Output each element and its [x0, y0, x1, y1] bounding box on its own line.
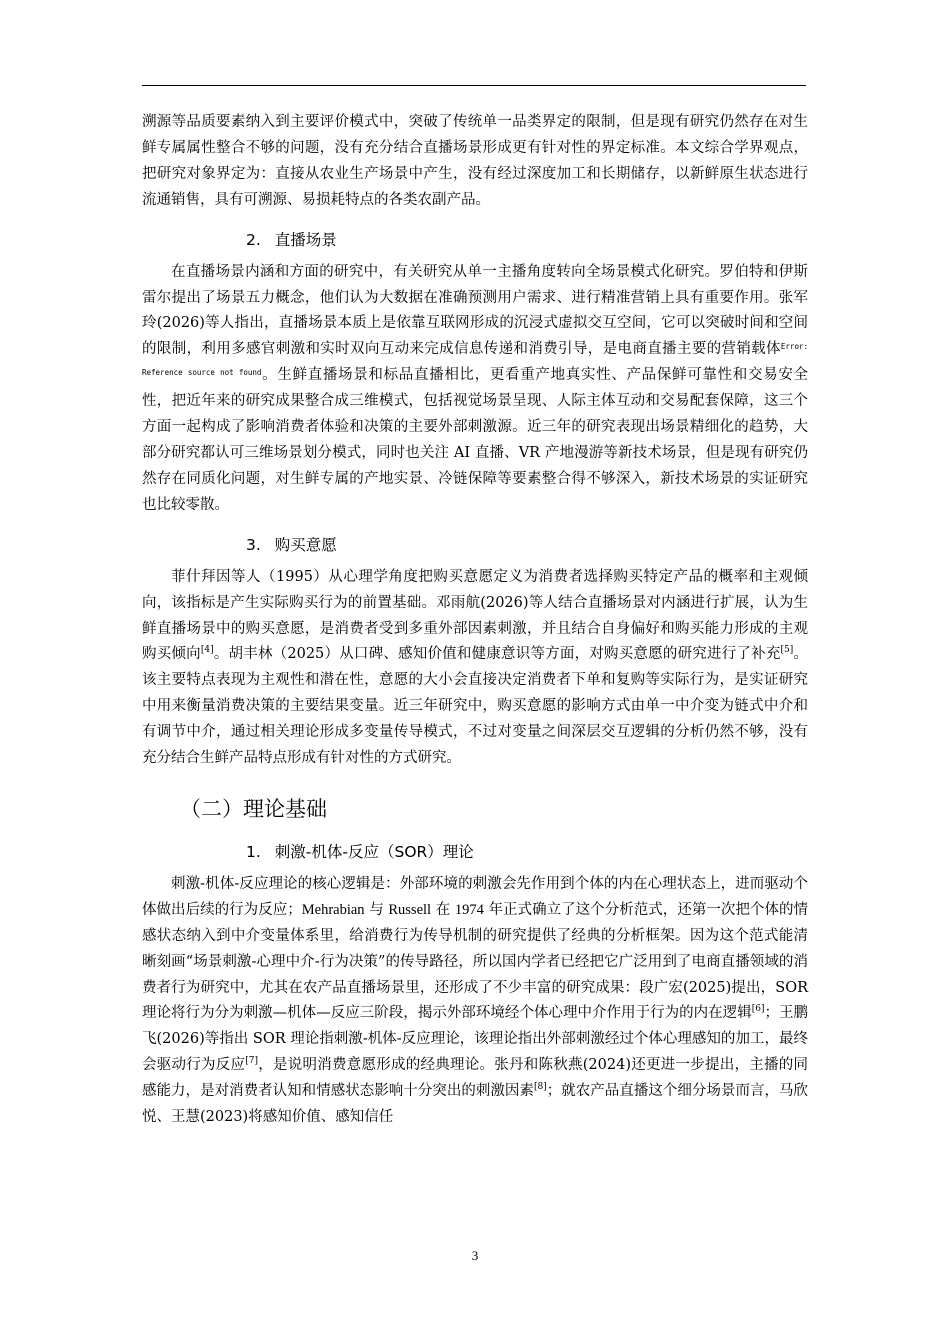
author-name: Russell [388, 901, 432, 918]
heading-number: 2. [246, 230, 261, 249]
header-rule [142, 85, 806, 86]
heading-title: 直播场景 [274, 230, 337, 249]
citation: [5] [780, 645, 794, 656]
reference-error: Error: Reference source not found [142, 342, 808, 378]
heading-purchase-intention [142, 533, 808, 557]
citation: [7] [245, 1056, 259, 1067]
heading-number: 1. [246, 842, 261, 861]
heading-title: 购买意愿 [274, 535, 337, 554]
heading-sor-theory [142, 840, 808, 864]
author-name: Mehrabian [301, 901, 365, 918]
paragraph-purchase-intention: 菲什拜因等人（1995）从心理学角度把购买意愿定义为消费者选择购买特定产品的概率和主观倾向，该指标是产生实际购买行为的前置基础。邓雨航(2026)等人结合直播场景对内涵进行扩展，认为生鲜直播场景中的购买意愿，是消费者受到多重外部因素刺激，并且结合自身偏好和购买能力形成的主观购买倾向[4]。胡丰林（2025）从口碑、感知价值和健康意识等方面，对购买意愿的研究进行了补充[5]。该主要特点表现为主观性和潜在性，意愿的大小会直接决定消费者下单和复购等实际行为，是实证研究中用来衡量消费决策的主要结果变量。近三年研究中，购买意愿的影响方式由单一中介变为链式中介和有调节中介，通过相关理论形成多变量传导模式，不过对变量之间深层交互逻辑的分析仍然不够，没有充分结合生鲜产品特点形成有针对性的方式研究。 [142, 568, 809, 767]
citation: [6] [751, 1004, 765, 1015]
page-number: 3 [471, 1248, 479, 1263]
citation: [4] [200, 645, 214, 656]
paragraph-sor-theory: 刺激-机体-反应理论的核心逻辑是：外部环境的刺激会先作用到个体的内在心理状态上，进而驱动个体做出后续的行为反应；Mehrabian 与 Russell 在 1974 年正式确立了这个分析范式，还第一次把个体的情感状态纳入到中介变量体系里，给消费行为传导机制的研究提供了经典的分析框架。因为这个范式能清晰刻画“场景刺激-心理中介-行为决策”的传导路径，所以国内学者已经把它广泛用到了电商直播领域的消费者行为研究中，尤其在农产品直播场景里，还形成了不少丰富的研究成果：段广宏(2025)提出，SOR 理论将行为分为刺激—机体—反应三阶段，揭示外部环境经个体心理中介作用于行为的内在逻辑[6]；王鹏飞(2026)等指出 SOR 理论指刺激-机体-反应理论，该理论指出外部刺激经过个体心理感知的加工，最终会驱动行为反应[7]，是说明消费意愿形成的经典理论。张丹和陈秋燕(2024)还更进一步提出，主播的同感能力，是对消费者认知和情感状态影响十分突出的刺激因素[8]；就农产品直播这个细分场景而言，马欣悦、王慧(2023)将感知价值、感知信任 [142, 875, 809, 1126]
section-heading-theory: （二）理论基础 [180, 796, 327, 821]
paragraph-live-scene: 在直播场景内涵和方面的研究中，有关研究从单一主播角度转向全场景模式化研究。罗伯特和伊斯雷尔提出了场景五力概念，他们认为大数据在准确预测用户需求、进行精准营销上具有重要作用。张军玲(2026)等人指出，直播场景本质上是依靠互联网形成的沉浸式虚拟交互空间，它可以突破时间和空间的限制，利用多感官刺激和实时双向互动来完成信息传递和消费引导，是电商直播主要的营销载体$^{Error: Reference source not found}$。生鲜直播场景和标品直播相比，更看重产地真实性、产品保鲜可靠性和交易安全性，把近年来的研究成果整合成三维模式，包括视觉场景呈现、人际主体互动和交易配套保障，这三个方面一起构成了影响消费者体验和决策的主要外部刺激源。近三年的研究表现出场景精细化的趋势，大部分研究都认可三维场景划分模式，同时也关注 AI 直播、VR 产地漫游等新技术场景，但是现有研究仍然存在同质化问题，对生鲜专属的产地实景、冷链保障等要素整合得不够深入，新技术场景的实证研究也比较零散。 [142, 263, 808, 513]
heading-live-scene [142, 228, 808, 252]
paragraph-intro-continuation: 溯源等品质要素纳入到主要评价模式中，突破了传统单一品类界定的限制，但是现有研究仍然存在对生鲜专属属性整合不够的问题，没有充分结合直播场景形成更有针对性的界定标准。本文综合学界观点，把研究对象界定为：直接从农业生产场景中产生，没有经过深度加工和长期储存，以新鲜原生状态进行流通销售，具有可溯源、易损耗特点的各类农副产品。 [142, 114, 808, 208]
heading-number: 3. [246, 535, 261, 554]
heading-title: 刺激-机体-反应（SOR）理论 [274, 842, 474, 861]
year: 1974 [454, 901, 484, 918]
citation: [8] [533, 1082, 547, 1093]
document-body [142, 110, 808, 1131]
